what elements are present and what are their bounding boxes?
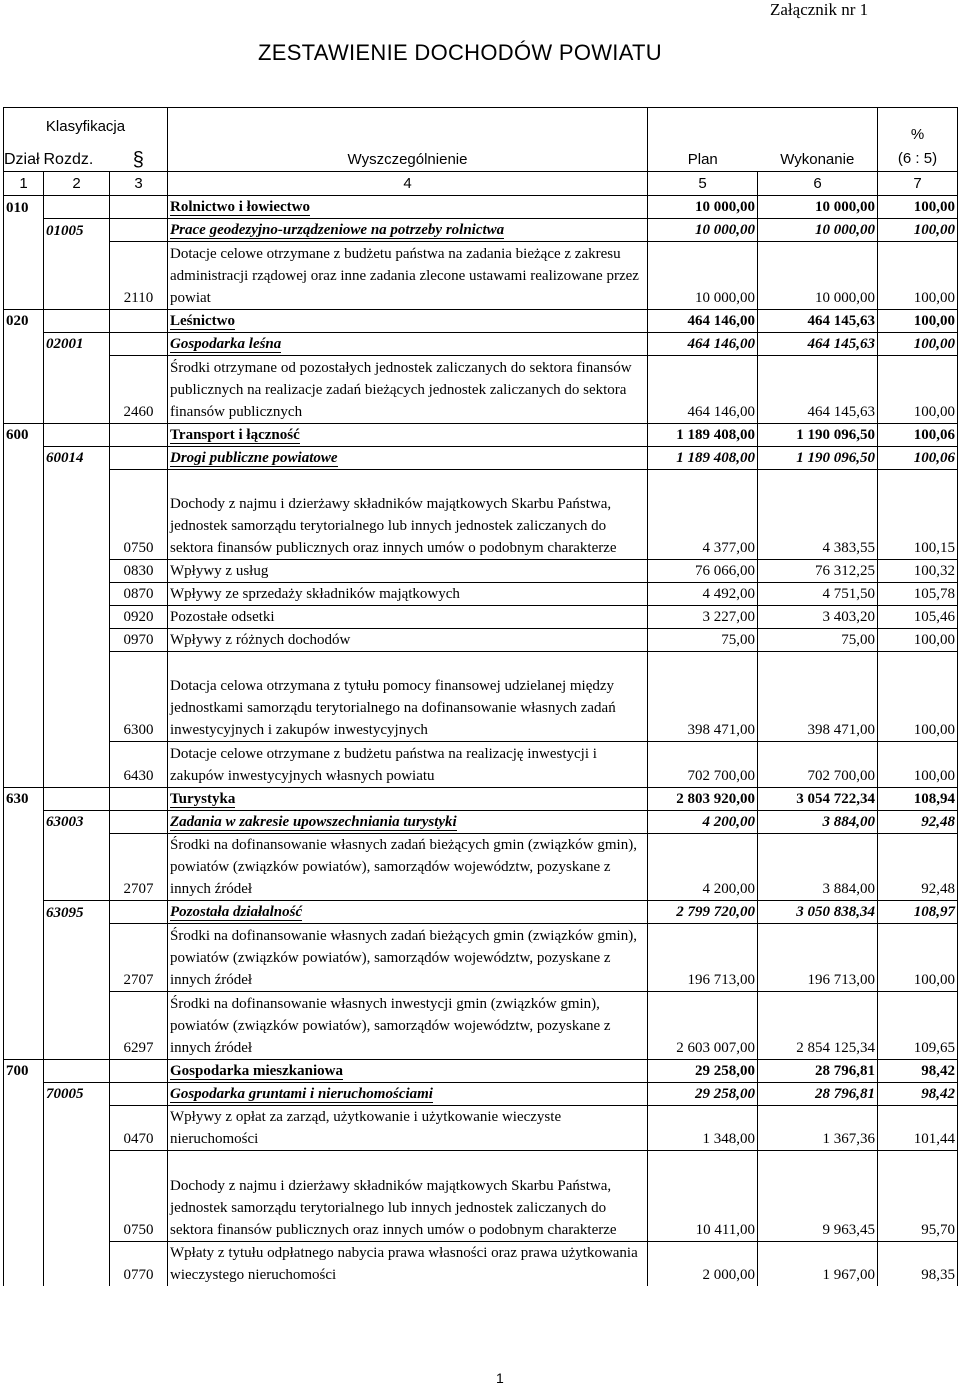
row-pct: 105,78 [878, 582, 958, 605]
row-name-text: Pozostała działalność [170, 904, 303, 921]
header-dzial: Dział [4, 138, 44, 172]
row-wykonanie: 28 796,81 [758, 1082, 878, 1105]
row-plan: 3 227,00 [648, 605, 758, 628]
table-row-paragraf [4, 1151, 958, 1241]
row-empty-cell [44, 582, 110, 605]
table-row-rozdzial [4, 810, 958, 833]
table-row-dzial [4, 787, 958, 810]
row-name [168, 1059, 648, 1082]
header-percent-formula: (6 : 5) [897, 150, 938, 167]
row-name-text: Wpływy z usług [170, 562, 269, 579]
row-empty-cell [44, 742, 110, 787]
row-empty-cell [110, 219, 168, 242]
row-wykonanie: 464 145,63 [758, 355, 878, 423]
row-name [168, 833, 648, 901]
row-code: 2707 [110, 924, 168, 992]
row-name [168, 219, 648, 242]
table-row-paragraf [4, 582, 958, 605]
table-row-paragraf [4, 742, 958, 787]
row-code: 6300 [110, 651, 168, 741]
row-plan: 10 000,00 [648, 219, 758, 242]
row-plan: 2 803 920,00 [648, 787, 758, 810]
row-empty-cell [44, 992, 110, 1060]
header-paragraf: § [110, 138, 168, 172]
header-percent [878, 108, 958, 172]
row-empty-cell [4, 1151, 44, 1241]
row-pct: 100,00 [878, 242, 958, 310]
row-name [168, 355, 648, 423]
row-wykonanie: 702 700,00 [758, 742, 878, 787]
row-name-text: Wpływy ze sprzedaży składników majątkowych [170, 585, 460, 602]
row-empty-cell [44, 559, 110, 582]
row-empty-cell [4, 605, 44, 628]
row-plan: 2 000,00 [648, 1241, 758, 1286]
row-code: 0470 [110, 1105, 168, 1150]
row-empty-cell [44, 469, 110, 559]
row-name [168, 651, 648, 741]
row-name [168, 1241, 648, 1286]
row-pct: 92,48 [878, 833, 958, 901]
row-code: 600 [4, 423, 44, 446]
row-pct: 105,46 [878, 605, 958, 628]
row-plan: 2 603 007,00 [648, 992, 758, 1060]
row-pct: 92,48 [878, 810, 958, 833]
row-pct: 95,70 [878, 1151, 958, 1241]
row-code: 0750 [110, 469, 168, 559]
row-empty-cell [4, 1241, 44, 1286]
row-empty-cell [4, 355, 44, 423]
row-code: 2707 [110, 833, 168, 901]
table-row-paragraf [4, 992, 958, 1060]
row-name-text: Środki na dofinansowanie własnych inwestycji gmin (związków gmin), powiatów (związków powiatów), samorządów województw, pozyskane z innych źródeł [170, 995, 611, 1056]
row-code: 700 [4, 1059, 44, 1082]
row-name-text: Prace geodezyjno-urządzeniowe na potrzeby rolnictwa [170, 222, 505, 238]
row-name-text: Dotacje celowe otrzymane z budżetu państwa na realizację inwestycji i zakupów inwestycyjnych własnych powiatu [170, 745, 597, 784]
row-empty-cell [4, 332, 44, 355]
row-name [168, 332, 648, 355]
row-wykonanie: 4 383,55 [758, 469, 878, 559]
row-empty-cell [110, 1082, 168, 1105]
colnum-7: 7 [878, 172, 958, 196]
row-empty-cell [4, 651, 44, 741]
row-pct: 98,42 [878, 1082, 958, 1105]
row-empty-cell [4, 559, 44, 582]
row-plan: 4 200,00 [648, 810, 758, 833]
row-wykonanie: 9 963,45 [758, 1151, 878, 1241]
table-row-dzial [4, 309, 958, 332]
row-code: 2460 [110, 355, 168, 423]
row-code: 0920 [110, 605, 168, 628]
row-empty-cell [4, 1105, 44, 1150]
row-name [168, 582, 648, 605]
table-row-paragraf [4, 833, 958, 901]
row-name-text: Gospodarka leśna [170, 335, 282, 352]
row-wykonanie: 3 884,00 [758, 810, 878, 833]
row-name [168, 469, 648, 559]
row-empty-cell [110, 309, 168, 332]
row-name-text: Gospodarka mieszkaniowa [170, 1062, 343, 1079]
row-name [168, 242, 648, 310]
row-empty-cell [4, 446, 44, 469]
row-code: 63095 [44, 901, 110, 924]
row-empty-cell [110, 901, 168, 924]
table-row-rozdzial [4, 332, 958, 355]
row-name-text: Turystyka [170, 790, 236, 807]
row-name [168, 605, 648, 628]
row-code: 01005 [44, 219, 110, 242]
row-name-text: Transport i łączność [170, 426, 300, 443]
row-wykonanie: 10 000,00 [758, 219, 878, 242]
row-pct: 100,00 [878, 924, 958, 992]
row-plan: 2 799 720,00 [648, 901, 758, 924]
row-code: 0830 [110, 559, 168, 582]
row-plan: 76 066,00 [648, 559, 758, 582]
row-wykonanie: 1 967,00 [758, 1241, 878, 1286]
page-number: 1 [496, 1370, 504, 1386]
row-wykonanie: 1 190 096,50 [758, 446, 878, 469]
row-pct: 108,97 [878, 901, 958, 924]
row-pct: 100,00 [878, 628, 958, 651]
row-empty-cell [44, 924, 110, 992]
row-plan: 75,00 [648, 628, 758, 651]
row-name [168, 309, 648, 332]
header-plan: Plan [648, 108, 758, 172]
row-plan: 702 700,00 [648, 742, 758, 787]
row-pct: 100,15 [878, 469, 958, 559]
row-empty-cell [4, 469, 44, 559]
header-wykonanie: Wykonanie [758, 108, 878, 172]
table-row-paragraf [4, 628, 958, 651]
row-code: 60014 [44, 446, 110, 469]
row-empty-cell [110, 446, 168, 469]
row-code: 6430 [110, 742, 168, 787]
row-wykonanie: 75,00 [758, 628, 878, 651]
row-empty-cell [110, 787, 168, 810]
row-name [168, 901, 648, 924]
row-code: 2110 [110, 242, 168, 310]
row-name-text: Dochody z najmu i dzierżawy składników majątkowych Skarbu Państwa, jednostek samorządu terytorialnego lub innych jednostek zaliczanych do sektora finansów publicznych oraz innych umów o podobnym charakterze [170, 1177, 617, 1238]
row-wykonanie: 10 000,00 [758, 242, 878, 310]
row-name-text: Pozostałe odsetki [170, 608, 275, 625]
row-name [168, 924, 648, 992]
row-pct: 100,06 [878, 423, 958, 446]
row-code: 020 [4, 309, 44, 332]
row-name-text: Gospodarka gruntami i nieruchomościami [170, 1085, 433, 1102]
row-empty-cell [44, 1105, 110, 1150]
row-wykonanie: 464 145,63 [758, 309, 878, 332]
row-empty-cell [4, 924, 44, 992]
row-name-text: Dotacja celowa otrzymana z tytułu pomocy finansowej udzielanej między jednostkami samorządu terytorialnego na dofinansowanie własnych zadań inwestycyjnych i zakupów inwestycyjnych [170, 678, 616, 739]
row-wykonanie: 196 713,00 [758, 924, 878, 992]
row-wykonanie: 1 190 096,50 [758, 423, 878, 446]
row-name [168, 196, 648, 219]
row-wykonanie: 2 854 125,34 [758, 992, 878, 1060]
row-name-text: Środki na dofinansowanie własnych zadań bieżących gmin (związków gmin), powiatów (związków powiatów), samorządów województw, pozyskane z innych źródeł [170, 928, 637, 989]
table-row-dzial [4, 196, 958, 219]
row-pct: 108,94 [878, 787, 958, 810]
row-plan: 1 189 408,00 [648, 446, 758, 469]
table-row-paragraf [4, 651, 958, 741]
row-wykonanie: 3 054 722,34 [758, 787, 878, 810]
table-row-paragraf [4, 469, 958, 559]
row-pct: 100,06 [878, 446, 958, 469]
row-empty-cell [4, 901, 44, 924]
row-wykonanie: 3 884,00 [758, 833, 878, 901]
row-name-text: Środki otrzymane od pozostałych jednostek zaliczanych do sektora finansów publicznych na realizacje zadań bieżących jednostek zaliczanych do sektora finansów publicznych [170, 359, 632, 420]
row-pct: 100,00 [878, 332, 958, 355]
row-empty-cell [44, 1151, 110, 1241]
row-empty-cell [44, 833, 110, 901]
row-wykonanie: 4 751,50 [758, 582, 878, 605]
row-empty-cell [4, 810, 44, 833]
row-code: 0750 [110, 1151, 168, 1241]
row-plan: 10 000,00 [648, 242, 758, 310]
row-pct: 101,44 [878, 1105, 958, 1150]
row-plan: 4 377,00 [648, 469, 758, 559]
row-empty-cell [44, 309, 110, 332]
row-plan: 10 411,00 [648, 1151, 758, 1241]
row-pct: 100,00 [878, 355, 958, 423]
row-code: 0970 [110, 628, 168, 651]
row-empty-cell [44, 1059, 110, 1082]
table-row-dzial [4, 423, 958, 446]
row-wykonanie: 76 312,25 [758, 559, 878, 582]
row-name-text: Zadania w zakresie upowszechniania turystyki [170, 813, 457, 830]
row-name [168, 1082, 648, 1105]
header-percent-sign: % [910, 126, 925, 143]
row-empty-cell [110, 196, 168, 219]
table-row-paragraf [4, 559, 958, 582]
row-empty-cell [44, 787, 110, 810]
row-name [168, 810, 648, 833]
row-name-text: Dotacje celowe otrzymane z budżetu państwa na zadania bieżące z zakresu administracji rządowej oraz inne zadania zlecone ustawami realizowane przez powiat [170, 245, 639, 306]
row-plan: 1 189 408,00 [648, 423, 758, 446]
row-empty-cell [44, 628, 110, 651]
row-name [168, 1151, 648, 1241]
table-row-rozdzial [4, 219, 958, 242]
row-name [168, 1105, 648, 1150]
row-plan: 464 146,00 [648, 332, 758, 355]
colnum-4: 4 [168, 172, 648, 196]
row-empty-cell [44, 242, 110, 310]
table-row-paragraf [4, 924, 958, 992]
row-name [168, 559, 648, 582]
row-pct: 100,00 [878, 651, 958, 741]
row-name-text: Dochody z najmu i dzierżawy składników majątkowych Skarbu Państwa, jednostek samorządu terytorialnego lub innych jednostek zaliczanych do sektora finansów publicznych oraz innych umów o podobnym charakterze [170, 495, 617, 556]
row-plan: 29 258,00 [648, 1082, 758, 1105]
row-pct: 100,00 [878, 219, 958, 242]
row-wykonanie: 3 403,20 [758, 605, 878, 628]
row-empty-cell [4, 1082, 44, 1105]
row-empty-cell [4, 992, 44, 1060]
row-empty-cell [110, 332, 168, 355]
row-wykonanie: 10 000,00 [758, 196, 878, 219]
row-empty-cell [110, 810, 168, 833]
row-plan: 398 471,00 [648, 651, 758, 741]
row-name [168, 628, 648, 651]
row-plan: 196 713,00 [648, 924, 758, 992]
colnum-6: 6 [758, 172, 878, 196]
row-wykonanie: 3 050 838,34 [758, 901, 878, 924]
row-pct: 100,00 [878, 196, 958, 219]
row-wykonanie: 398 471,00 [758, 651, 878, 741]
row-code: 0770 [110, 1241, 168, 1286]
row-name [168, 787, 648, 810]
row-name [168, 742, 648, 787]
page-title: ZESTAWIENIE DOCHODÓW POWIATU [258, 40, 662, 65]
row-name-text: Wpływy z różnych dochodów [170, 631, 351, 648]
table-row-rozdzial [4, 446, 958, 469]
row-name [168, 992, 648, 1060]
row-name [168, 423, 648, 446]
row-code: 010 [4, 196, 44, 219]
row-empty-cell [44, 423, 110, 446]
row-name-text: Wpływy z opłat za zarząd, użytkowanie i użytkowanie wieczyste nieruchomości [170, 1109, 562, 1148]
row-code: 0870 [110, 582, 168, 605]
row-empty-cell [44, 355, 110, 423]
row-plan: 1 348,00 [648, 1105, 758, 1150]
attachment-label: Załącznik nr 1 [770, 0, 869, 19]
row-pct: 100,32 [878, 559, 958, 582]
table-row-paragraf [4, 1241, 958, 1286]
row-plan: 29 258,00 [648, 1059, 758, 1082]
colnum-5: 5 [648, 172, 758, 196]
row-code: 630 [4, 787, 44, 810]
row-pct: 109,65 [878, 992, 958, 1060]
table-row-paragraf [4, 355, 958, 423]
colnum-2: 2 [44, 172, 110, 196]
table-row-dzial [4, 1059, 958, 1082]
table-row-paragraf [4, 605, 958, 628]
row-plan: 4 200,00 [648, 833, 758, 901]
row-pct: 100,00 [878, 742, 958, 787]
row-code: 02001 [44, 332, 110, 355]
row-empty-cell [44, 196, 110, 219]
row-name-text: Leśnictwo [170, 312, 236, 329]
revenue-table [3, 107, 958, 1286]
table-row-rozdzial [4, 901, 958, 924]
row-wykonanie: 1 367,36 [758, 1105, 878, 1150]
row-pct: 98,35 [878, 1241, 958, 1286]
table-row-paragraf [4, 242, 958, 310]
row-empty-cell [44, 605, 110, 628]
row-wykonanie: 464 145,63 [758, 332, 878, 355]
row-empty-cell [4, 219, 44, 242]
row-empty-cell [4, 628, 44, 651]
row-name-text: Rolnictwo i łowiectwo [170, 199, 310, 215]
row-name-text: Wpłaty z tytułu odpłatnego nabycia prawa własności oraz prawa użytkowania wieczystego nieruchomości [170, 1245, 638, 1284]
row-name [168, 446, 648, 469]
row-empty-cell [4, 833, 44, 901]
row-plan: 4 492,00 [648, 582, 758, 605]
row-pct: 98,42 [878, 1059, 958, 1082]
colnum-1: 1 [4, 172, 44, 196]
row-name-text: Drogi publiczne powiatowe [170, 449, 338, 466]
header-wyszczegolnienie: Wyszczególnienie [168, 108, 648, 172]
row-pct: 100,00 [878, 309, 958, 332]
colnum-3: 3 [110, 172, 168, 196]
row-empty-cell [110, 423, 168, 446]
table-row-rozdzial [4, 1082, 958, 1105]
row-code: 63003 [44, 810, 110, 833]
row-plan: 464 146,00 [648, 309, 758, 332]
row-empty-cell [110, 1059, 168, 1082]
header-rozdz: Rozdz. [43, 151, 94, 168]
row-code: 70005 [44, 1082, 110, 1105]
table-row-paragraf [4, 1105, 958, 1150]
row-plan: 464 146,00 [648, 355, 758, 423]
row-empty-cell [44, 651, 110, 741]
row-plan: 10 000,00 [648, 196, 758, 219]
row-empty-cell [4, 582, 44, 605]
row-name-text: Środki na dofinansowanie własnych zadań bieżących gmin (związków gmin), powiatów (związków powiatów), samorządów województw, pozyskane z innych źródeł [170, 837, 637, 898]
row-empty-cell [4, 242, 44, 310]
row-wykonanie: 28 796,81 [758, 1059, 878, 1082]
row-empty-cell [4, 742, 44, 787]
row-code: 6297 [110, 992, 168, 1060]
row-empty-cell [44, 1241, 110, 1286]
header-klasyfikacja: Klasyfikacja [4, 108, 168, 138]
